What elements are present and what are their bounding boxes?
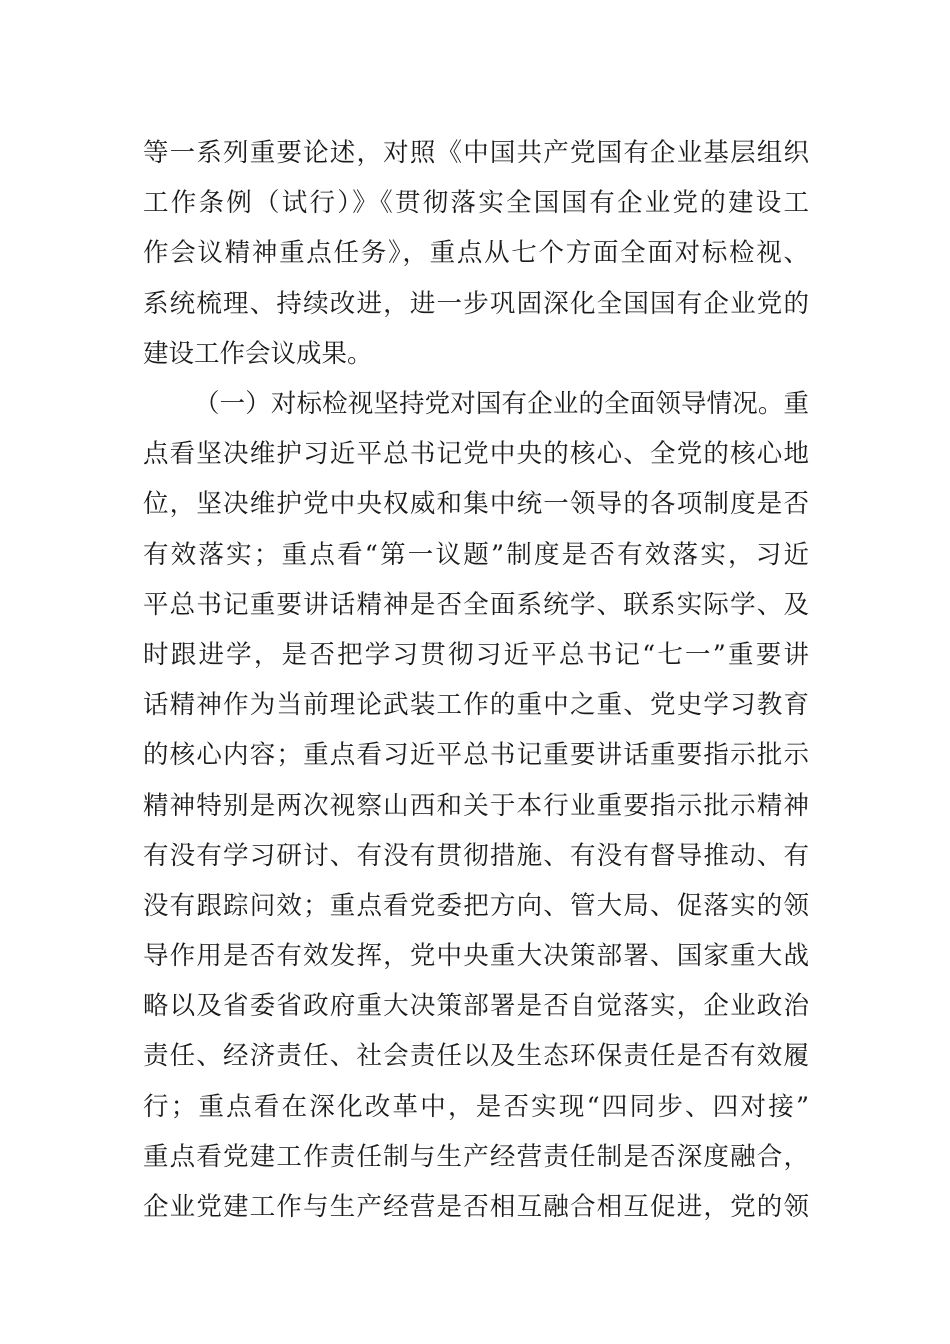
paragraph-line: 企业党建工作与生产经营是否相互融合相互促进，党的领: [143, 1192, 809, 1222]
paragraph-section-1: [143, 379, 809, 1232]
paragraph-line: 的核心内容；重点看习近平总书记重要讲话重要指示批示: [143, 740, 809, 771]
paragraph-line: 话精神作为当前理论武装工作的重中之重、党史学习教育: [143, 690, 809, 721]
paragraph-line: 没有跟踪问效；重点看党委把方向、管大局、促落实的领: [143, 890, 809, 921]
paragraph-line: 系统梳理、持续改进，进一步巩固深化全国国有企业党的: [143, 288, 809, 319]
paragraph-line: 位，坚决维护党中央权威和集中统一领导的各项制度是否: [143, 489, 809, 520]
section-heading-line: （一）对标检视坚持党对国有企业的全面领导情况。重: [194, 389, 809, 419]
paragraph-line: 行；重点看在深化改革中，是否实现“四同步、四对接”: [143, 1091, 809, 1122]
paragraph-line: 点看坚决维护习近平总书记党中央的核心、全党的核心地: [143, 439, 809, 470]
paragraph-line: 有没有学习研讨、有没有贯彻措施、有没有督导推动、有: [143, 840, 809, 871]
paragraph-line: 有效落实；重点看“第一议题”制度是否有效落实，习近: [143, 539, 809, 570]
paragraph-line: 导作用是否有效发挥，党中央重大决策部署、国家重大战: [143, 941, 809, 972]
paragraph-line: 时跟进学，是否把学习贯彻习近平总书记“七一”重要讲: [143, 639, 809, 670]
paragraph-line: 工作条例（试行）》《贯彻落实全国国有企业党的建设工: [143, 188, 809, 219]
paragraph-line: 建设工作会议成果。: [143, 338, 373, 369]
paragraph-line: 精神特别是两次视察山西和关于本行业重要指示批示精神: [143, 790, 809, 821]
paragraph-continuation: [143, 128, 809, 379]
paragraph-line: 重点看党建工作责任制与生产经营责任制是否深度融合，: [143, 1141, 809, 1172]
paragraph-line: 等一系列重要论述，对照《中国共产党国有企业基层组织: [143, 138, 809, 168]
paragraph-line: 作会议精神重点任务》，重点从七个方面全面对标检视、: [143, 238, 809, 269]
paragraph-line: 略以及省委省政府重大决策部署是否自觉落实，企业政治: [143, 991, 809, 1022]
paragraph-line: 责任、经济责任、社会责任以及生态环保责任是否有效履: [143, 1041, 809, 1072]
paragraph-line: 平总书记重要讲话精神是否全面系统学、联系实际学、及: [143, 589, 809, 620]
